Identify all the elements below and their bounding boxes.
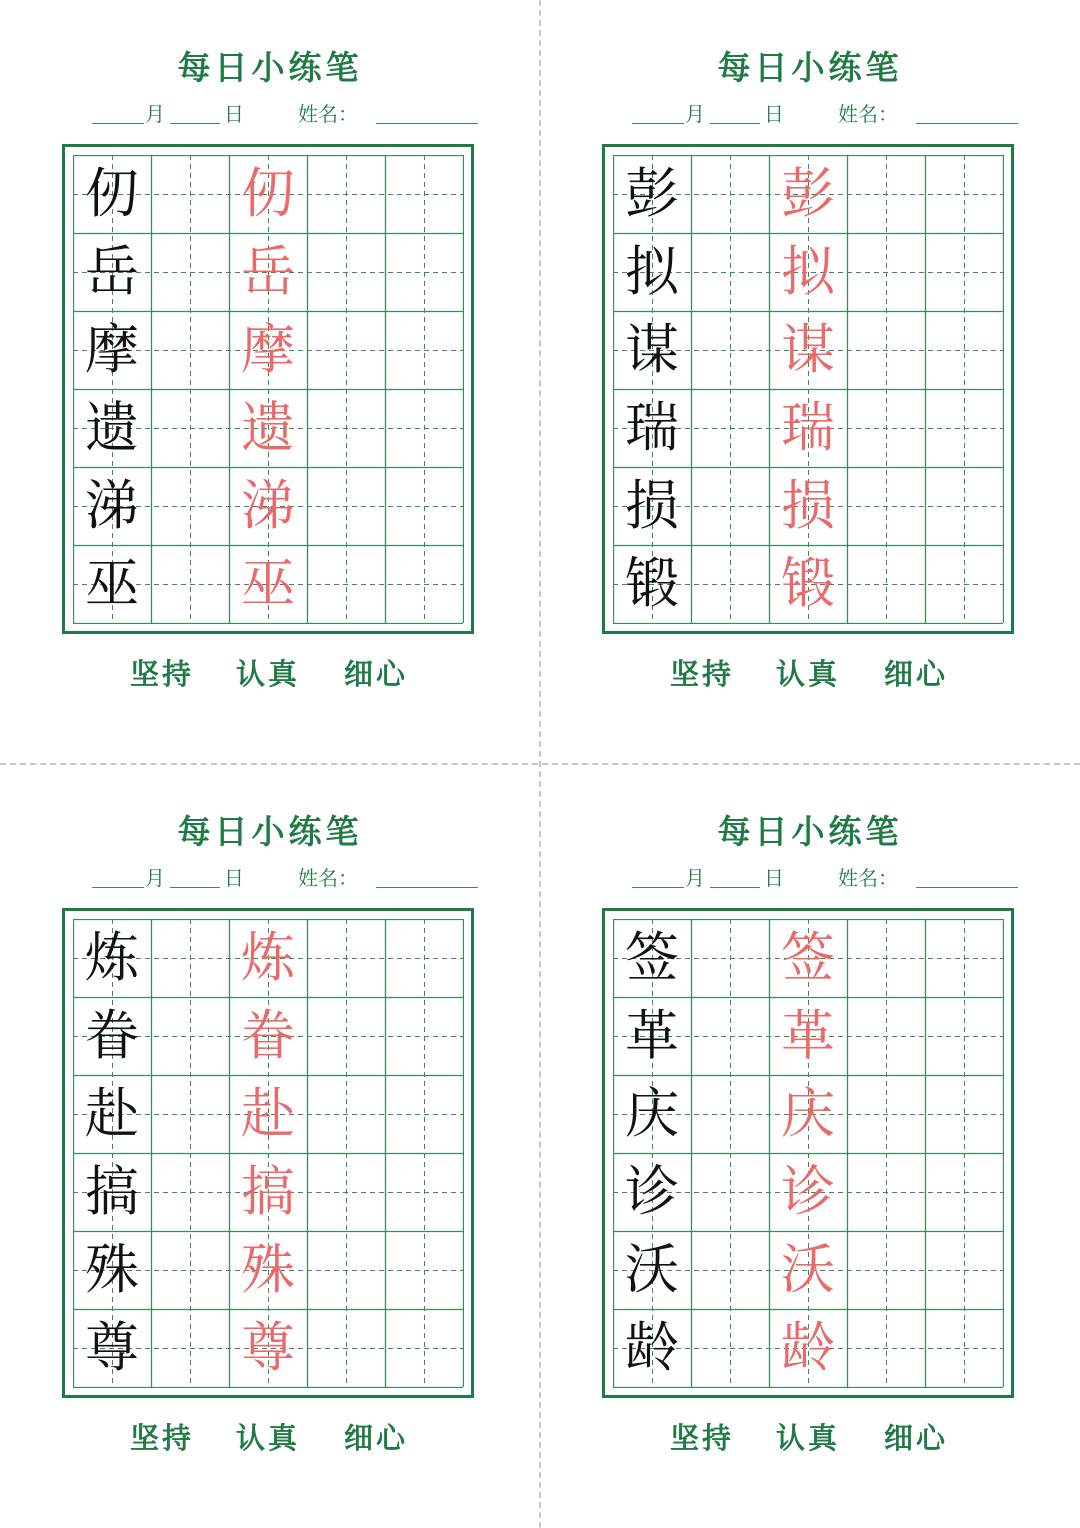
model-character: 瑞 <box>625 396 679 459</box>
model-character: 涕 <box>85 474 139 537</box>
tracing-character: 岳 <box>241 240 295 303</box>
tracing-character: 锻 <box>781 552 835 615</box>
practice-card <box>540 0 1080 764</box>
name-blank[interactable] <box>916 123 1018 124</box>
motto-careful: 细心 <box>344 1421 409 1455</box>
model-character: 搞 <box>85 1160 139 1223</box>
motto-persist: 坚持 <box>130 657 195 691</box>
name-blank[interactable] <box>376 887 478 888</box>
model-character: 岳 <box>85 240 139 303</box>
day-blank[interactable] <box>710 887 760 888</box>
model-character: 庆 <box>625 1082 679 1145</box>
month-blank[interactable] <box>92 123 144 124</box>
motto-earnest: 认真 <box>776 1421 841 1455</box>
month-label: 月 <box>145 102 165 126</box>
model-character: 仞 <box>85 162 139 225</box>
month-label: 月 <box>145 866 165 890</box>
day-blank[interactable] <box>170 887 220 888</box>
tracing-character: 龄 <box>781 1316 835 1379</box>
name-blank[interactable] <box>376 123 478 124</box>
tracing-character: 搞 <box>241 1160 295 1223</box>
name-label: 姓名： <box>298 866 358 890</box>
practice-card <box>0 0 540 764</box>
name-label: 姓名： <box>838 102 898 126</box>
model-character: 损 <box>625 474 679 537</box>
month-blank[interactable] <box>632 123 684 124</box>
tracing-character: 遗 <box>241 396 295 459</box>
model-character: 龄 <box>625 1316 679 1379</box>
tracing-character: 彭 <box>781 162 835 225</box>
tracing-character: 瑞 <box>781 396 835 459</box>
day-label: 日 <box>224 102 244 126</box>
tracing-character: 诊 <box>781 1160 835 1223</box>
tracing-character: 革 <box>781 1004 835 1067</box>
model-character: 革 <box>625 1004 679 1067</box>
motto-persist: 坚持 <box>670 1421 735 1455</box>
model-character: 签 <box>625 926 679 989</box>
month-blank[interactable] <box>632 887 684 888</box>
model-character: 沃 <box>625 1238 679 1301</box>
model-character: 赴 <box>85 1082 139 1145</box>
motto-careful: 细心 <box>884 657 949 691</box>
day-label: 日 <box>764 866 784 890</box>
day-label: 日 <box>764 102 784 126</box>
model-character: 眷 <box>85 1004 139 1067</box>
month-blank[interactable] <box>92 887 144 888</box>
model-character: 彭 <box>625 162 679 225</box>
motto-persist: 坚持 <box>130 1421 195 1455</box>
tracing-character: 巫 <box>241 552 295 615</box>
model-character: 遗 <box>85 396 139 459</box>
date-name-line <box>540 96 1080 128</box>
model-character: 谋 <box>625 318 679 381</box>
date-name-line <box>0 860 540 892</box>
name-label: 姓名： <box>838 866 898 890</box>
day-blank[interactable] <box>710 123 760 124</box>
month-label: 月 <box>685 866 705 890</box>
tracing-character: 尊 <box>241 1316 295 1379</box>
practice-card <box>540 764 1080 1528</box>
motto-persist: 坚持 <box>670 657 735 691</box>
model-character: 殊 <box>85 1238 139 1301</box>
tracing-character: 赴 <box>241 1082 295 1145</box>
model-character: 锻 <box>625 552 679 615</box>
tracing-character: 炼 <box>241 926 295 989</box>
motto-earnest: 认真 <box>776 657 841 691</box>
sheet-title: 每日小练笔 <box>717 812 903 851</box>
motto-earnest: 认真 <box>236 1421 301 1455</box>
motto-earnest: 认真 <box>236 657 301 691</box>
tracing-character: 拟 <box>781 240 835 303</box>
sheet-title: 每日小练笔 <box>177 48 363 87</box>
practice-card <box>0 764 540 1528</box>
day-label: 日 <box>224 866 244 890</box>
tracing-character: 眷 <box>241 1004 295 1067</box>
month-label: 月 <box>685 102 705 126</box>
tracing-character: 庆 <box>781 1082 835 1145</box>
tracing-character: 沃 <box>781 1238 835 1301</box>
tracing-character: 仞 <box>241 162 295 225</box>
tracing-character: 涕 <box>241 474 295 537</box>
motto-careful: 细心 <box>884 1421 949 1455</box>
model-character: 炼 <box>85 926 139 989</box>
tracing-character: 殊 <box>241 1238 295 1301</box>
date-name-line <box>540 860 1080 892</box>
tracing-character: 签 <box>781 926 835 989</box>
sheet-title: 每日小练笔 <box>717 48 903 87</box>
tracing-character: 损 <box>781 474 835 537</box>
day-blank[interactable] <box>170 123 220 124</box>
tracing-character: 摩 <box>241 318 295 381</box>
model-character: 诊 <box>625 1160 679 1223</box>
tracing-character: 谋 <box>781 318 835 381</box>
motto-careful: 细心 <box>344 657 409 691</box>
model-character: 尊 <box>85 1316 139 1379</box>
date-name-line <box>0 96 540 128</box>
model-character: 巫 <box>85 552 139 615</box>
model-character: 摩 <box>85 318 139 381</box>
model-character: 拟 <box>625 240 679 303</box>
sheet-title: 每日小练笔 <box>177 812 363 851</box>
name-label: 姓名： <box>298 102 358 126</box>
name-blank[interactable] <box>916 887 1018 888</box>
